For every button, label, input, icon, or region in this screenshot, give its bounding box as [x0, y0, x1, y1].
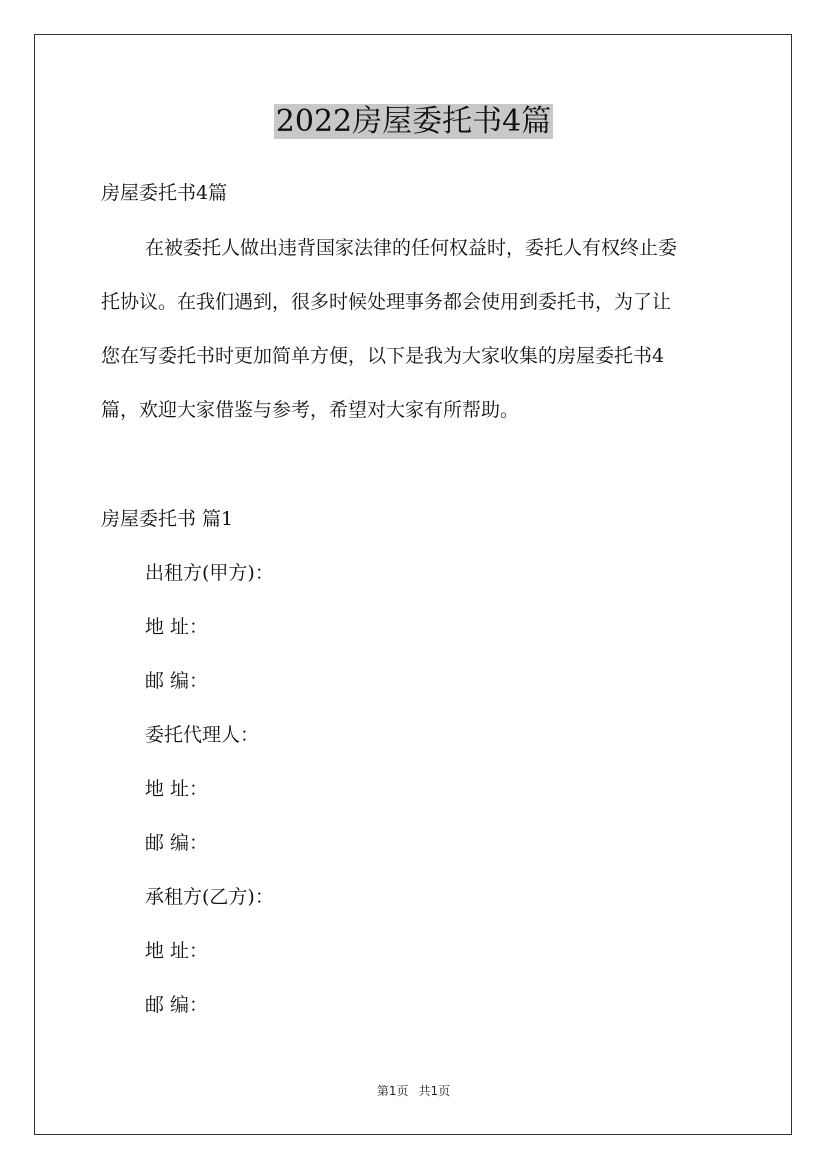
field-lessee-postcode: 邮 编： — [145, 994, 209, 1016]
intro-line-1: 在被委托人做出违背国家法律的任何权益时，委托人有权终止委 — [145, 237, 678, 259]
intro-line-2: 托协议。在我们遇到，很多时候处理事务都会使用到委托书，为了让 — [101, 291, 672, 313]
intro-line-3: 您在写委托书时更加简单方便，以下是我为大家收集的房屋委托书4 — [101, 345, 665, 367]
field-lessor-postcode: 邮 编： — [145, 670, 209, 692]
field-agent-postcode: 邮 编： — [145, 832, 209, 854]
field-lessee-address: 地 址： — [145, 940, 209, 962]
document-title-text: 2022房屋委托书4篇 — [275, 104, 552, 139]
intro-line-4: 篇，欢迎大家借鉴与参考，希望对大家有所帮助。 — [101, 399, 520, 421]
section-heading: 房屋委托书 篇1 — [101, 508, 234, 530]
footer-page-number: 第1页 — [376, 1084, 409, 1098]
field-lessor: 出租方(甲方)： — [145, 562, 274, 584]
footer-total-pages: 共1页 — [418, 1084, 451, 1098]
field-lessor-address: 地 址： — [145, 616, 209, 638]
page-footer — [0, 1083, 827, 1099]
document-title — [0, 102, 827, 142]
field-lessee: 承租方(乙方)： — [145, 886, 274, 908]
field-agent: 委托代理人： — [145, 724, 260, 746]
field-agent-address: 地 址： — [145, 778, 209, 800]
document-subtitle: 房屋委托书4篇 — [101, 182, 228, 204]
